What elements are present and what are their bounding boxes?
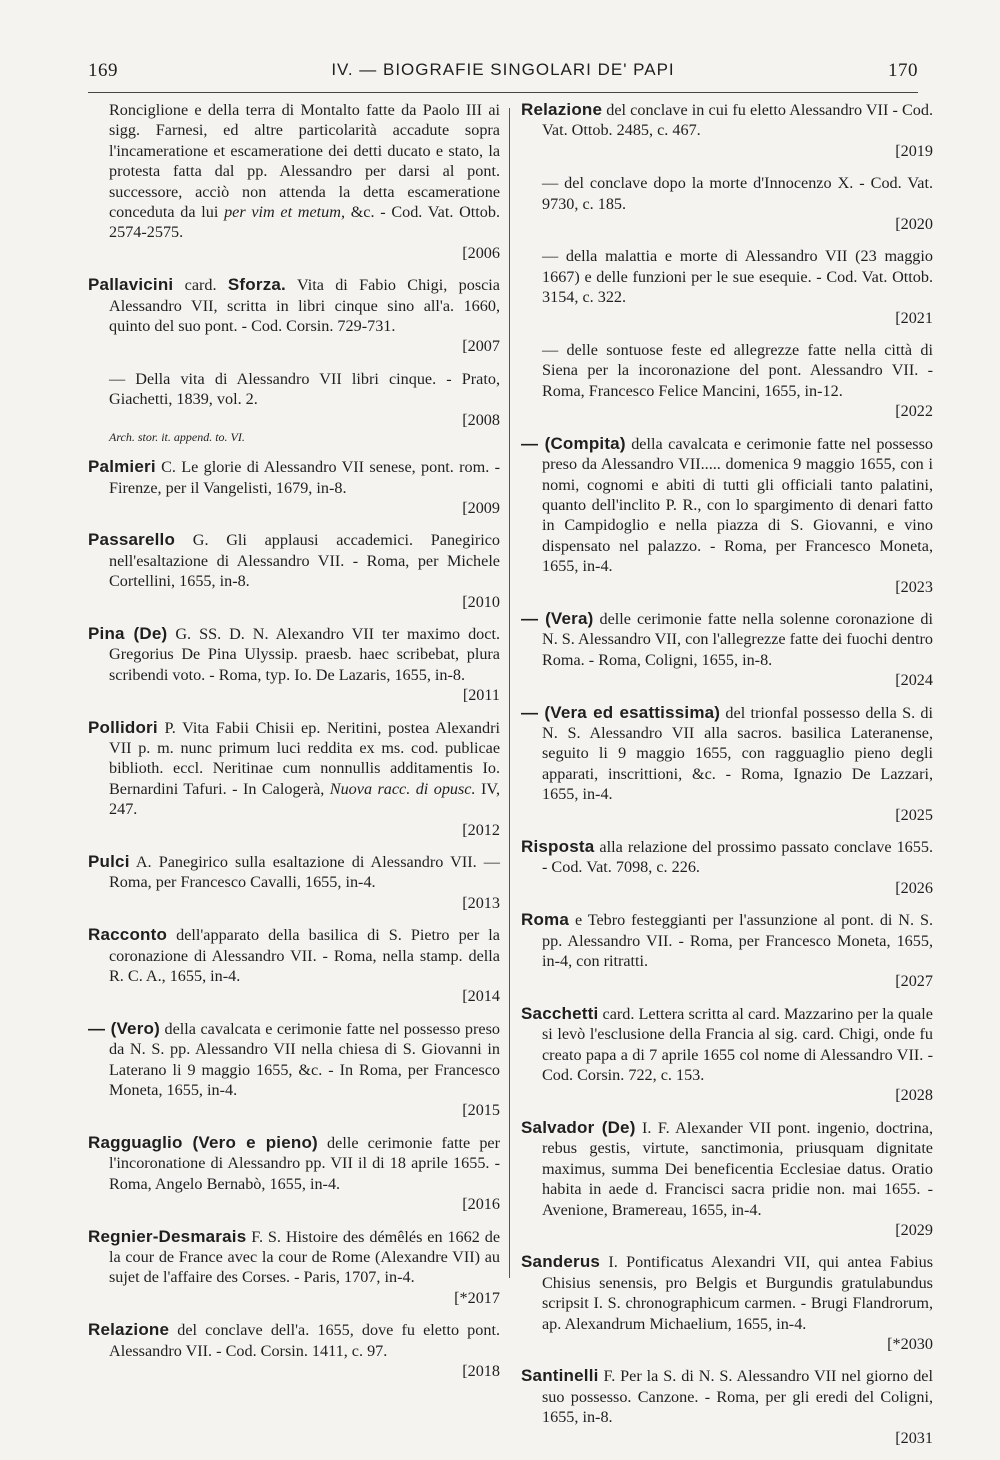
- entry-number: [2016: [462, 1195, 500, 1214]
- bibliography-entry: [88, 1320, 500, 1381]
- entry-number: [2007: [462, 337, 500, 356]
- entry-head: Ragguaglio (Vero e pieno): [88, 1132, 318, 1152]
- entry-head: Sforza.: [227, 275, 286, 295]
- entry-number: [2031: [895, 1428, 933, 1447]
- entry-number: [2026: [895, 878, 933, 897]
- entry-head: Palmieri: [88, 457, 156, 477]
- entry-number: [2011: [462, 686, 500, 705]
- entry-number: [2021: [895, 308, 933, 327]
- bibliography-entry: [88, 624, 500, 706]
- entry-text: card.: [173, 276, 228, 295]
- entry-head: Pina (De): [88, 623, 168, 643]
- entry-number: [2010: [462, 592, 500, 611]
- bibliography-entry: [88, 275, 500, 357]
- bibliography-entry: [88, 852, 500, 913]
- entry-text: dell'apparato della basilica di S. Pietro per la coronazione di Alessandro VII. - Roma, nella stamp. della R. C. A., 1655, in-4.: [109, 926, 500, 986]
- entry-number: [2023: [895, 577, 933, 596]
- bibliography-entry: [88, 718, 500, 840]
- entry-number: [2029: [895, 1220, 933, 1239]
- running-header: [88, 60, 918, 88]
- entry-text: delle cerimonie fatte nella solenne coronazione di N. S. Alessandro VII, con l'allegrezze fatte dei fuochi dentro Roma. - Roma, Coligni, 1655, in-8.: [542, 609, 934, 669]
- bibliography-entry: [521, 173, 933, 234]
- entry-head: Risposta: [521, 837, 595, 856]
- entry-head: Pulci: [88, 852, 130, 871]
- entry-text: della cavalcata e cerimonie fatte nel possesso preso da Alessandro VII..... domenica 9 maggio 1655, con i nomi, cognomi e abiti di tutti gli officiali tanto palatini, quanto dell'inclito P. R., con lo spargimento di denari fatto in Campidoglio e nella piazza di S. Giovanni, e vino dispensato nel palazzo. - Roma, per Francesco Moneta, 1655, in-4.: [542, 434, 933, 576]
- bibliography-entry: [521, 1252, 933, 1354]
- entry-italic: per vim et metum,: [224, 203, 346, 222]
- entry-text: del conclave in cui fu eletto Alessandro VII - Cod. Vat. Ottob. 2485, c. 467.: [542, 101, 933, 140]
- entry-head: Salvador (De): [521, 1117, 636, 1137]
- entry-text: A. Panegirico sulla esaltazione di Alessandro VII. — Roma, per Francesco Cavalli, 1655, in-4.: [109, 853, 500, 892]
- bibliography-entry: [521, 1004, 933, 1106]
- bibliography-entry: [88, 457, 500, 518]
- entry-text: del conclave dell'a. 1655, dove fu eletto pont. Alessandro VII. - Cod. Corsin. 1411, c. 97.: [109, 1321, 500, 1360]
- entry-text: Vita di Fabio Chigi, poscia Alessandro VII, scritta in libri cinque sino all'a. 1660, quinto del suo pont. - Cod. Corsin. 729-731.: [109, 276, 500, 336]
- entry-text: della cavalcata e cerimonie fatte nel possesso preso da N. S. pp. Alessandro VII nella chiesa di S. Giovanni in Laterano li 9 maggio 1655, &c. - In Roma, per Francesco Moneta, 1655, in-4.: [109, 1019, 500, 1100]
- bibliography-entry: [521, 434, 933, 597]
- right-column: [521, 100, 933, 1460]
- entry-number: [*2017: [454, 1288, 500, 1307]
- entry-text: I. Pontificatus Alexandri VII, qui antea Fabius Chisius senensis, pro Belgis et Burgundis gratulabundus scripsit I. S. chronographicum carmen. - Brugi Flandrorum, ap. Alexandrum Michaelium, 1655, in-4.: [542, 1253, 933, 1333]
- bibliography-entry: [521, 837, 933, 898]
- entry-head: — (Vera ed esattissima): [521, 702, 721, 722]
- entry-number: [2013: [462, 893, 500, 912]
- entry-text: G. SS. D. N. Alexandro VII ter maximo doct. Gregorius De Pina Ulyssip. praesb. haec scribebat, plura scribendi voto. - Roma, typ. Io. De Lazaris, 1655, in-8.: [109, 624, 500, 684]
- bibliography-entry: [521, 910, 933, 992]
- entry-tail: IV, 247.: [109, 779, 501, 819]
- entry-head: Santinelli: [521, 1366, 599, 1386]
- entry-number: [2006: [462, 243, 500, 262]
- bibliography-entry: [521, 1366, 933, 1448]
- bibliography-entry: [88, 925, 500, 1007]
- entry-number: [*2030: [887, 1334, 933, 1353]
- entry-note: Arch. stor. it. append. to. VI.: [109, 430, 245, 445]
- entry-text: alla relazione del prossimo passato conclave 1655. - Cod. Vat. 7098, c. 226.: [542, 838, 933, 877]
- entry-head: Relazione: [88, 1320, 170, 1340]
- column-divider: [509, 108, 510, 1278]
- bibliography-entry: [521, 100, 933, 161]
- entry-head: — (Vera): [521, 608, 594, 628]
- entry-text: delle cerimonie fatte per l'incoronatione di Alessandro pp. VII il di 18 aprile 1655. - Roma, Angelo Bernabò, 1655, in-4.: [109, 1133, 501, 1193]
- entry-number: [2027: [895, 972, 933, 991]
- bibliography-entry: [88, 530, 500, 612]
- entry-text: card. Lettera scritta al card. Mazzarino per la quale si levò l'esclusione della Francia al sig. card. Chigi, onde fu creato papa a di 7 aprile 1655 col nome di Alessandro VII. - Cod. Corsin. 722, c. 153.: [542, 1004, 933, 1085]
- entry-number: [2020: [895, 215, 933, 234]
- entry-head: Pallavicini: [88, 275, 174, 295]
- entry-head: Sacchetti: [521, 1003, 599, 1023]
- entry-text: F. Per la S. di N. S. Alessandro VII nel giorno del suo possesso. Canzone. - Roma, per gli eredi del Coligni, 1655, in-8.: [542, 1367, 933, 1427]
- bibliography-entry: [521, 340, 933, 422]
- page-number-left: 169: [88, 60, 118, 81]
- entry-number: [2009: [462, 498, 500, 517]
- entry-number: [2008: [462, 410, 500, 429]
- entry-text: G. Gli applausi accademici. Panegirico nell'esaltazione di Alessandro VII. - Roma, per Michele Cortellini, 1655, in-8.: [109, 531, 500, 591]
- page-number-right: 170: [888, 60, 918, 81]
- entry-text: I. F. Alexander VII pont. ingenio, doctrina, rebus gestis, virtute, sanctimonia, priusquam dignitate maximus, summa Dei beneficentia Ecclesiae datus. Oratio habita in aede d. Francisci sacra pridie non. mai 1655. - Avenione, Bramereau, 1655, in-4.: [542, 1118, 933, 1219]
- bibliography-entry: [88, 1227, 500, 1309]
- entry-head: Sanderus: [521, 1252, 601, 1272]
- entry-head: — (Vero): [88, 1018, 160, 1038]
- entry-head: Relazione: [521, 100, 603, 119]
- entry-number: [2028: [895, 1086, 933, 1105]
- entry-head: — (Compita): [521, 433, 626, 453]
- entry-text: P. Vita Fabii Chisii ep. Neritini, postea Alexandri VII p. m. nunc primum luci reddita ex ms. cod. publicae biblioth. eccl. Neritinae cum nonnullis additamentis Io. Bernardini Tafuri. - In Calogerà,: [109, 718, 500, 798]
- bibliography-entry: [521, 703, 933, 825]
- entry-text: — della malattia e morte di Alessandro VII (23 maggio 1667) e delle funzioni per le sue esequie. - Cod. Vat. Ottob. 3154, c. 322.: [542, 247, 933, 307]
- bibliography-entry: [88, 369, 500, 430]
- entry-text: F. S. Histoire des démêlés en 1662 de la cour de France avec la cour de Rome (Alexandre VII) au sujet de l'affaire des Corses. - Paris, 1707, in-4.: [109, 1227, 500, 1287]
- entry-head: Passarello: [88, 530, 176, 550]
- entry-text: Ronciglione e della terra di Montalto fatte da Paolo III ai sigg. Farnesi, ed altre particolarità accadute sopra l'incameratione et escameratione dei detti ducato e stato, la protesta fatta dal pp. Alessandro per darsi al pont. successore, acciò non attenda la detta escameratione conceduta da lui: [109, 101, 500, 222]
- entry-head: Roma: [521, 910, 570, 930]
- left-column: [88, 100, 500, 1393]
- entry-number: [2015: [462, 1101, 500, 1120]
- entry-text: — delle sontuose feste ed allegrezze fatte nella città di Siena per la incoronazione del pont. Alessandro VII. - Roma, Francesco Felice Mancini, 1655, in-12.: [542, 341, 933, 400]
- entry-text: — del conclave dopo la morte d'Innocenzo X. - Cod. Vat. 9730, c. 185.: [542, 174, 933, 213]
- entry-italic: Nuova racc. di opusc.: [329, 779, 476, 798]
- entry-number: [2022: [895, 402, 933, 421]
- entry-tail: &c. - Cod. Vat. Ottob. 2574-2575.: [109, 203, 500, 242]
- bibliography-entry: [521, 1118, 933, 1240]
- entry-text: C. Le glorie di Alessandro VII senese, pont. rom. - Firenze, per il Vangelisti, 1679, in-8.: [109, 458, 500, 497]
- entry-number: [2018: [462, 1361, 500, 1380]
- entry-number: [2019: [895, 141, 933, 160]
- entry-text: del trionfal possesso della S. di N. S. Alessandro VII alla sacros. basilica Lateranense, seguito li 9 maggio 1655, con ragguaglio pieno degli apparati, inscrittioni, &c. - Roma, Ignazio De Lazzari, 1655, in-4.: [542, 703, 933, 804]
- header-rule: [88, 92, 918, 93]
- entry-number: [2024: [895, 671, 933, 690]
- bibliography-entry: [88, 1019, 500, 1121]
- entry-head: Pollidori: [88, 717, 158, 737]
- entry-head: Racconto: [88, 925, 168, 945]
- entry-number: [2025: [895, 805, 933, 824]
- entry-text: — Della vita di Alessandro VII libri cinque. - Prato, Giachetti, 1839, vol. 2.: [109, 369, 500, 409]
- bibliography-entry: [521, 609, 933, 691]
- entry-head: Regnier-Desmarais: [88, 1226, 247, 1246]
- running-title: IV. — BIOGRAFIE SINGOLARI DE' PAPI: [331, 60, 675, 79]
- entry-text: e Tebro festeggianti per l'assunzione al pont. di N. S. pp. Alessandro VII. - Roma, per Francesco Moneta, 1655, in-4, con ritratti.: [542, 911, 933, 971]
- bibliography-entry: [88, 1133, 500, 1215]
- bibliography-entry: [521, 246, 933, 328]
- entry-number: [2012: [462, 820, 500, 839]
- entry-number: [2014: [462, 987, 500, 1006]
- bibliography-entry: [88, 100, 500, 263]
